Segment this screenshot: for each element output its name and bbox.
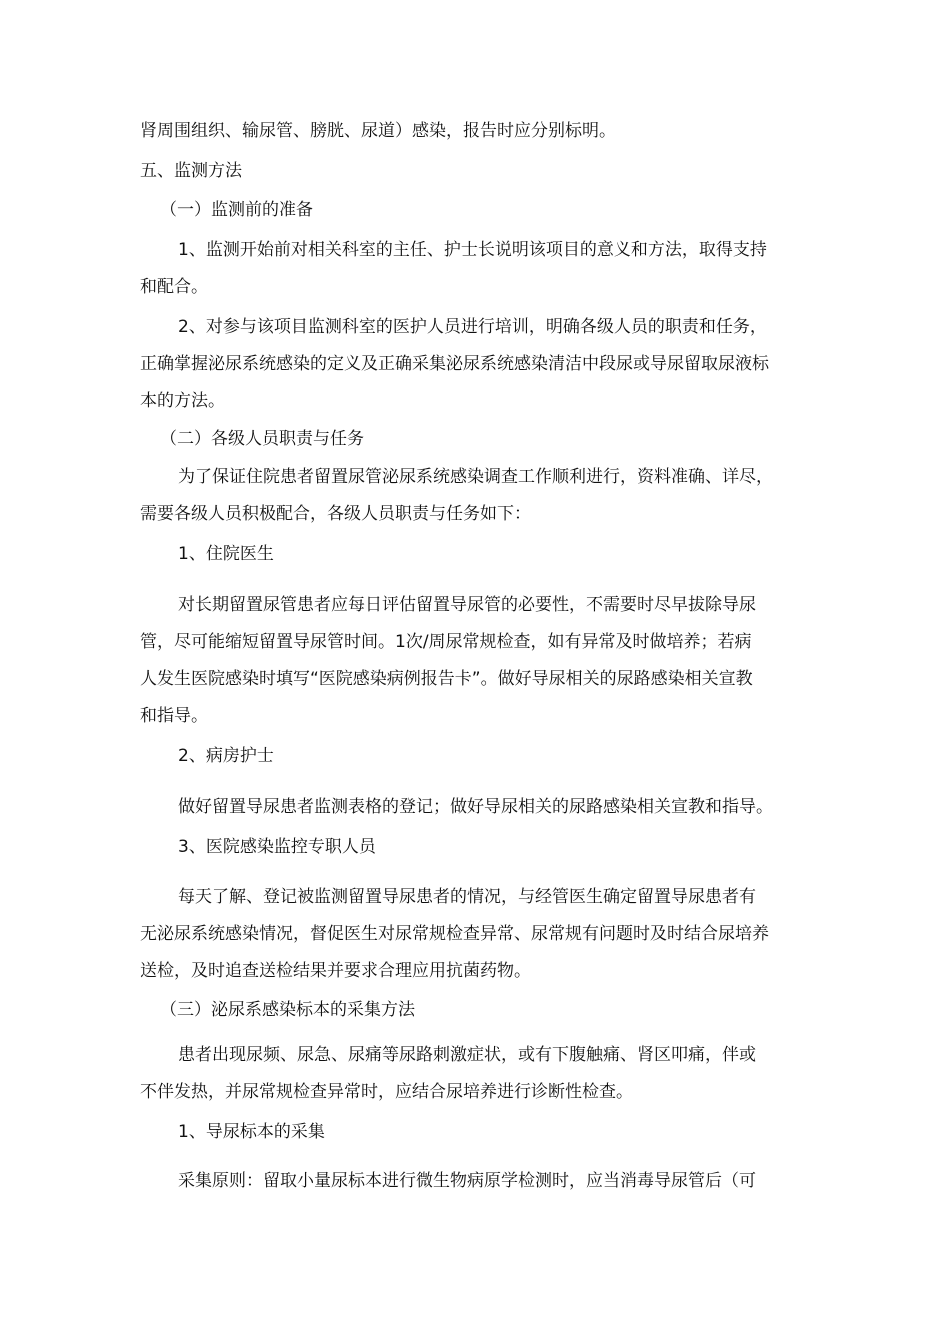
text-line: 无泌尿系统感染情况，督促医生对尿常规检查异常、尿常规有问题时及时结合尿培养 (140, 924, 769, 944)
text-line: 为了保证住院患者留置尿管泌尿系统感染调查工作顺利进行，资料准确、详尽， (178, 467, 773, 487)
item-heading: 1、住院医生 (178, 544, 274, 564)
subsection-heading: （一）监测前的准备 (160, 200, 313, 220)
text-line: 1、监测开始前对相关科室的主任、护士长说明该项目的意义和方法，取得支持 (178, 240, 767, 260)
text-line: 采集原则：留取小量尿标本进行微生物病原学检测时，应当消毒导尿管后（可 (178, 1171, 756, 1191)
item-heading: 2、病房护士 (178, 746, 274, 766)
text-line: 患者出现尿频、尿急、尿痛等尿路刺激症状，或有下腹触痛、肾区叩痛，伴或 (178, 1045, 756, 1065)
subsection-heading: （三）泌尿系感染标本的采集方法 (160, 1000, 415, 1020)
text-line: 需要各级人员积极配合，各级人员职责与任务如下： (140, 504, 531, 524)
text-line: 送检，及时追查送检结果并要求合理应用抗菌药物。 (140, 961, 531, 981)
item-heading: 1、导尿标本的采集 (178, 1122, 325, 1142)
text-line: 2、对参与该项目监测科室的医护人员进行培训，明确各级人员的职责和任务， (178, 317, 767, 337)
text-line: 做好留置导尿患者监测表格的登记；做好导尿相关的尿路感染相关宣教和指导。 (178, 797, 773, 817)
section-heading: 五、监测方法 (140, 161, 242, 181)
subsection-heading: （二）各级人员职责与任务 (160, 429, 364, 449)
text-line: 人发生医院感染时填写“医院感染病例报告卡”。做好导尿相关的尿路感染相关宣教 (140, 669, 753, 689)
text-line: 肾周围组织、输尿管、膀胱、尿道）感染，报告时应分别标明。 (140, 121, 616, 141)
text-line: 对长期留置尿管患者应每日评估留置导尿管的必要性，不需要时尽早拔除导尿 (178, 595, 756, 615)
item-heading: 3、医院感染监控专职人员 (178, 837, 376, 857)
text-line: 和指导。 (140, 706, 208, 726)
text-line: 正确掌握泌尿系统感染的定义及正确采集泌尿系统感染清洁中段尿或导尿留取尿液标 (140, 354, 769, 374)
text-line: 和配合。 (140, 277, 208, 297)
text-line: 每天了解、登记被监测留置导尿患者的情况，与经管医生确定留置导尿患者有 (178, 887, 756, 907)
text-line: 管，尽可能缩短留置导尿管时间。1次/周尿常规检查，如有异常及时做培养；若病 (140, 632, 752, 652)
text-line: 本的方法。 (140, 391, 225, 411)
text-line: 不伴发热，并尿常规检查异常时，应结合尿培养进行诊断性检查。 (140, 1082, 633, 1102)
